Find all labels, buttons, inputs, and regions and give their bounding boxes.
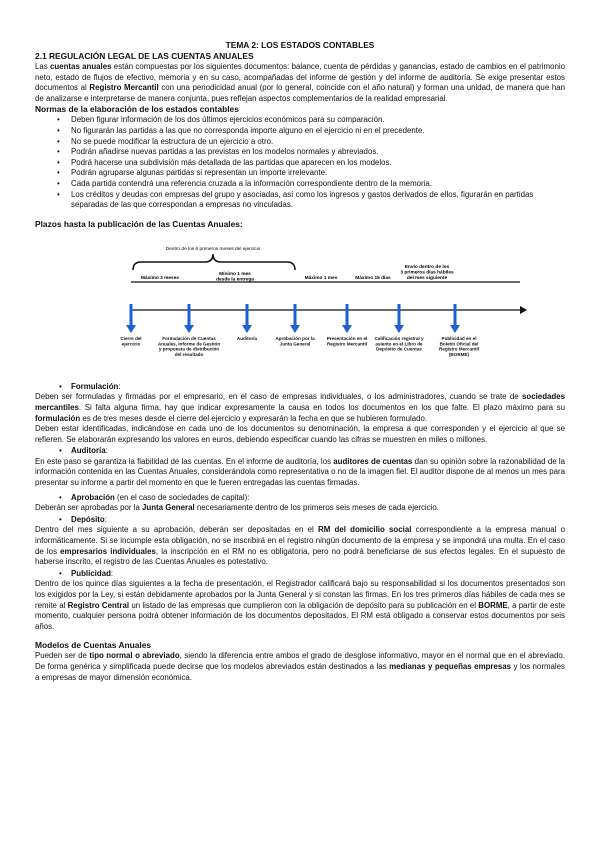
step-labels — [120, 336, 479, 357]
bold-text: empresarios individuales — [60, 546, 156, 556]
step-label: Publicidad en el Boletín Oficial del Registro Mercantil (BORME) — [438, 335, 480, 357]
list-item: • No se puede modificar la estructura de un ejercicio a otro. — [57, 137, 565, 148]
step-label: Cierre del ejercicio — [120, 335, 142, 347]
modelos-heading: Modelos de Cuentas Anuales — [35, 640, 152, 651]
list-item: • Los créditos y deudas con empresas del grupo y asociadas, así como los ingresos y gastos derivados de ellos, figurarán en partidas separadas de las que correspondan a empresas no vinculadas. — [57, 190, 565, 211]
text: Dentro del mes siguiente a su aprobación, deberán ser depositadas en el — [35, 525, 318, 535]
deposito-paragraph — [35, 525, 565, 567]
step-arrowhead — [242, 325, 252, 333]
list-item: • No figurarán las partidas a las que no corresponda importe alguno en el ejercicio ni en el precedente. — [57, 126, 565, 137]
bold-text: sociedades mercantiles — [35, 392, 565, 412]
text: y los normales a empresas de mayor dimensión económica. — [35, 661, 565, 682]
formulacion-heading: • Formulación: — [35, 382, 565, 393]
step-arrowhead — [342, 325, 352, 333]
bold-text: medianas y pequeñas empresas — [389, 661, 512, 671]
aprobacion-heading — [35, 493, 565, 504]
bold-text: Depósito — [71, 514, 105, 524]
brace-shape — [133, 254, 295, 270]
formulacion-paragraph — [35, 392, 565, 424]
text: , la inscripción en el RM no es obligatoria, pero no podrá beneficiarse de sus efectos legales. En el supuesto de haberse inscrito, el registro de las Cuentas Anuales es potestativo. — [35, 546, 565, 567]
interval-label: Máximo 3 meses — [140, 275, 180, 281]
text: están compuestas por los siguientes documentos: balance, cuenta de pérdidas y ganancias, estado de cambios en el patrimonio neto, estado de flujos de efectivo, memoria y en su caso, acompañadas del informe de gestión y del informe de auditoría. Se exige presentar estos documentos al — [35, 62, 565, 93]
text: correspondiente a la empresa manual o informáticamente. Si se incumple esta obligación, no se inscribirá en el registro ningún documento de la empresa y se impondrá una multa. En el caso de los — [35, 525, 565, 556]
bold-text: BORME — [478, 600, 508, 610]
step-arrowhead — [126, 325, 136, 333]
text: dan su opinión sobre la razonabilidad de la información contenida en las Cuentas Anuales, considerándola como representativa o no de la imagen fiel. El auditor dispone de al menos un mes para presentar su informe a partir del momento en que le fueren entregadas las cuentas firmadas. — [35, 456, 565, 488]
step-arrowhead — [394, 325, 404, 333]
plazos-heading: Plazos hasta la publicación de las Cuentas Anuales: — [35, 218, 243, 229]
bold-text: Registro Central — [67, 600, 130, 610]
auditoria-heading: • Auditoría: — [35, 446, 565, 457]
publicidad-paragraph — [35, 579, 565, 632]
interval-label: Máximo 1 mes — [304, 275, 338, 281]
timeline-arrowhead — [520, 306, 527, 314]
publicidad-heading: • Publicidad: — [35, 569, 565, 580]
text: Dentro de los quince días siguientes a la fecha de presentación, el Registrador calificará bajo su responsabilidad si los documentos presentados son los exigidos por la Ley, si están debidamente aprobados por la Junta General y si constan las firmas. En los tres primeros días hábiles de cada mes se remite al — [35, 579, 565, 610]
step-label: Aprobación por la Junta General — [275, 335, 315, 347]
step-label: Formulación de Cuentas Anuales, Informe de Gestión y propuesta de distribución del resultado — [157, 335, 221, 357]
bold-text: Registro Mercantil — [89, 83, 159, 93]
bold-text: Junta General — [142, 503, 195, 513]
text: En este paso se garantiza la fiabilidad de las cuentas. En el informe de auditoría, los — [35, 456, 334, 466]
bold-text: auditores de cuentas — [333, 456, 413, 466]
step-arrowhead — [184, 325, 194, 333]
interval-label: Envío dentro de los 3 primeros días hábiles del mes siguiente — [400, 264, 454, 281]
text: Las — [35, 62, 51, 71]
step-arrowhead — [450, 325, 460, 333]
bold-text: tipo normal o abreviado — [89, 651, 180, 661]
list-item: • Podrán agruparse algunas partidas si representan un importe irrelevante. — [57, 168, 565, 179]
document-page — [35, 40, 565, 683]
section-heading: 2.1 REGULACIÓN LEGAL DE LAS CUENTAS ANUALES — [35, 51, 254, 61]
normas-list — [35, 115, 565, 210]
text: es de tres meses desde el cierre del ejercicio y expresarán la fecha en que se hubieren formulado. — [80, 413, 428, 423]
bold-text: RM del domicilio social — [318, 525, 412, 535]
text: Deben ser formuladas y firmadas por el empresario, en el caso de empresas individuales, o los administradores, cuando se trate de — [35, 392, 523, 402]
bold-text: Publicidad — [71, 568, 111, 578]
aprobacion-paragraph — [35, 503, 565, 514]
text: un listado de las empresas que cumplieron con la obligación de depósito para su publicación en el — [129, 600, 479, 610]
list-item: • Deben figurar información de los dos últimos ejercicios económicos para su comparación. — [57, 115, 565, 126]
text: , siendo la diferencia entre ambos el grado de desglose informativo, mayor en el normal que en el abreviado. De forma genérica y simplificada puede decirse que los modelos abreviados están destinados a las — [35, 651, 565, 671]
interval-label: Máximo 15 días — [355, 275, 391, 281]
intro-paragraph — [35, 62, 565, 104]
list-item: • Podrán añadirse nuevas partidas a las previstas en los modelos normales y abreviados. — [57, 147, 565, 158]
step-arrows — [126, 304, 460, 333]
text: . Si falta alguna firma, hay que indicar expresamente la causa en todos los documentos en los que falte. El plazo máximo para su — [78, 402, 565, 412]
page-title: TEMA 2: LOS ESTADOS CONTABLES — [225, 40, 375, 50]
interval-label: Mínimo 1 mes desde la entrega — [216, 271, 254, 283]
auditoria-paragraph — [35, 457, 565, 489]
timeline-diagram — [35, 240, 565, 360]
list-item: • Podrá hacerse una subdivisión más detallada de las partidas que aparecen en los modelos. — [57, 158, 565, 169]
text: necesariamente dentro de los primeros seis meses de cada ejercicio. — [194, 503, 439, 513]
text: , a partir de este momento, cualquier persona podrá obtener información de los documentos depositados. El RM está obligado a conservar estos documentos por seis años. — [35, 600, 565, 631]
text: Deberán ser aprobadas por la — [35, 503, 143, 513]
bold-text: cuentas anuales — [50, 62, 112, 71]
step-label: Presentación en el Registro Mercantil — [326, 335, 368, 347]
bold-text: Auditoría — [71, 446, 106, 456]
text: (en el caso de sociedades de capital): — [114, 492, 250, 502]
text: Pueden ser de — [35, 651, 90, 661]
bold-text: formulación — [35, 413, 81, 423]
deposito-heading: • Depósito: — [35, 515, 565, 526]
step-label: Calificación registral y asiento en el Libro de Depósito de Cuentas — [374, 335, 424, 352]
modelos-paragraph — [35, 651, 565, 683]
formulacion-paragraph-2: Deben estar identificadas, indicándose en cada uno de los documentos su denominación, la empresa a que corresponden y el ejercicio al que se refieren. Se elaborarán expresando los valores en euros, debiendo especificar cuando las cifras se muestren en miles o millones. — [35, 424, 565, 444]
step-label: Auditoría — [236, 335, 258, 341]
bold-text: Formulación — [71, 381, 119, 391]
brace-label: Dentro de los 6 primeros meses del ejercicio — [165, 246, 261, 252]
step-arrowhead — [290, 325, 300, 333]
list-item: • Cada partida contendrá una referencia cruzada a la información correspondiente dentro de la memoria. — [57, 179, 565, 190]
text: con una periodicidad anual (por lo general, coincide con el año natural) y forman una unidad, de manera que han de analizarse e interpretarse de manera conjunta, pues reflejan aspectos complementarios de la realidad empresarial. — [35, 83, 566, 103]
timeline-svg — [35, 240, 565, 360]
bold-text: Aprobación — [71, 492, 115, 502]
normas-heading: Normas de la elaboración de los estados contables — [35, 104, 239, 115]
